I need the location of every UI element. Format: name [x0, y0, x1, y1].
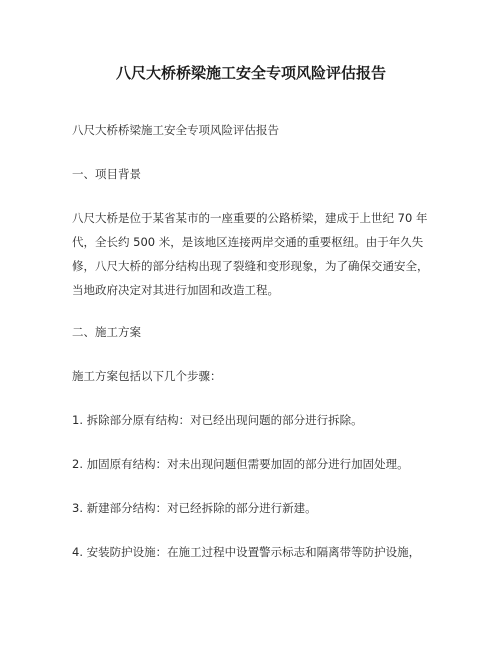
section-heading-background: 一、项目背景: [72, 167, 141, 181]
document-title: 八尺大桥桥梁施工安全专项风险评估报告: [115, 64, 386, 82]
construction-step: 2. 加固原有结构：对未出现问题但需要加固的部分进行加固处理。: [72, 457, 409, 471]
paragraph-line: 修，八尺大桥的部分结构出现了裂缝和变形现象，为了确保交通安全，: [72, 259, 429, 273]
paragraph-line: 当地政府决定对其进行加固和改造工程。: [72, 283, 279, 297]
document-subtitle: 八尺大桥桥梁施工安全专项风险评估报告: [72, 123, 279, 137]
paragraph-line: 代，全长约 500 米，是该地区连接两岸交通的重要枢纽。由于年久失: [72, 235, 424, 249]
construction-step: 3. 新建部分结构：对已经拆除的部分进行新建。: [72, 501, 317, 515]
section-heading-construction-plan: 二、施工方案: [72, 325, 141, 339]
construction-step: 1. 拆除部分原有结构：对已经出现问题的部分进行拆除。: [72, 413, 363, 427]
construction-plan-intro: 施工方案包括以下几个步骤：: [72, 369, 222, 383]
construction-step: 4. 安装防护设施：在施工过程中设置警示标志和隔离带等防护设施，: [72, 545, 421, 559]
paragraph-line: 八尺大桥是位于某省某市的一座重要的公路桥梁，建成于上世纪 70 年: [72, 211, 428, 225]
background-paragraph: [72, 206, 434, 302]
